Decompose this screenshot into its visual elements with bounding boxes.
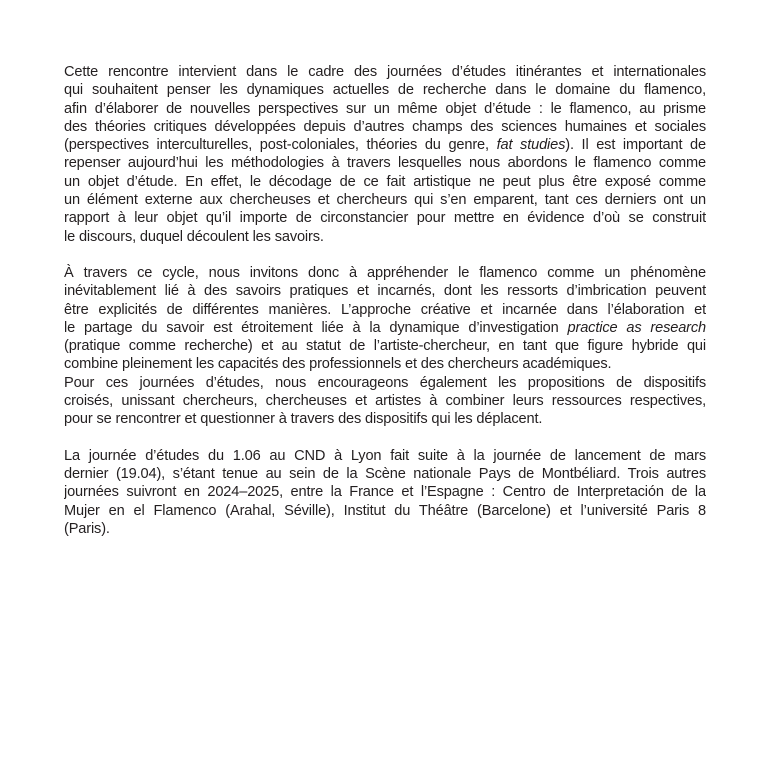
- paragraph: [64, 63, 706, 246]
- text-segment: croisés, unissant chercheurs, chercheuses et artistes à combiner leurs ressources respectives,: [64, 393, 706, 410]
- text-segment: rapport à leur objet qu’il importe de circonstancier pour mettre en évidence d’où se construit: [64, 210, 706, 227]
- body-text: [64, 63, 706, 538]
- text-segment: être explicités de différentes manières. L’approche créative et incarnée dans l’élaboration et: [64, 301, 706, 318]
- text-segment: un objet d’étude. En effet, le décodage de ce fait artistique ne peut plus être exposé comme: [64, 173, 706, 190]
- text-line: [64, 191, 706, 209]
- paragraph: [64, 264, 706, 429]
- text-segment: Cette rencontre intervient dans le cadre des journées d’études itinérantes et internationales: [64, 64, 706, 80]
- text-line: [64, 282, 706, 300]
- text-line: [64, 118, 706, 136]
- text-segment: À travers ce cycle, nous invitons donc à appréhender le flamenco comme un phénomène: [64, 264, 706, 281]
- text-line: [64, 136, 706, 154]
- paragraph: [64, 447, 706, 538]
- text-segment: (Paris).: [64, 520, 110, 537]
- text-line: [64, 520, 706, 538]
- text-line: [64, 355, 706, 373]
- text-line: [64, 410, 706, 428]
- text-segment: dernier (19.04), s’étant tenue au sein de la Scène nationale Pays de Montbéliard. Trois autres: [64, 465, 706, 482]
- text-line: [64, 209, 706, 227]
- text-segment: qui souhaitent penser les dynamiques actuelles de recherche dans le domaine du flamenco,: [64, 82, 706, 99]
- text-line: [64, 337, 706, 355]
- text-line: [64, 154, 706, 172]
- text-line: [64, 465, 706, 483]
- text-line: [64, 100, 706, 118]
- text-segment: le discours, duquel découlent les savoirs.: [64, 228, 324, 245]
- text-line: [64, 483, 706, 501]
- text-line: [64, 374, 706, 392]
- italic-text: fat studies: [496, 137, 566, 154]
- text-segment: afin d’élaborer de nouvelles perspectives sur un même objet d’étude : le flamenco, au prisme: [64, 100, 706, 117]
- text-line: [64, 173, 706, 191]
- text-segment: des théories critiques développées depuis d’autres champs des sciences humaines et sociales: [64, 118, 706, 135]
- italic-text: practice as research: [567, 319, 706, 336]
- text-line: [64, 447, 706, 465]
- text-segment: La journée d’études du 1.06 au CND à Lyon fait suite à la journée de lancement de mars: [64, 447, 706, 464]
- paragraph-gap: [64, 429, 706, 447]
- text-segment: ). Il est important de: [565, 137, 706, 154]
- text-line: [64, 81, 706, 99]
- text-segment: un élément externe aux chercheuses et chercheurs qui s’en emparent, tant ces derniers ont un: [64, 192, 706, 209]
- text-line: [64, 264, 706, 282]
- text-line: [64, 63, 706, 81]
- text-line: [64, 392, 706, 410]
- text-line: [64, 502, 706, 520]
- text-segment: combine pleinement les capacités des professionnels et des chercheurs académiques.: [64, 356, 612, 373]
- text-line: [64, 319, 706, 337]
- text-segment: (pratique comme recherche) et au statut de l’artiste-chercheur, en tant que figure hybride qui: [64, 338, 706, 355]
- text-segment: le partage du savoir est étroitement liée à la dynamique d’investigation: [64, 319, 568, 336]
- text-line: [64, 228, 706, 246]
- paragraph-gap: [64, 246, 706, 264]
- text-line: [64, 301, 706, 319]
- text-segment: inévitablement lié à des savoirs pratiques et incarnés, dont les ressorts d’imbrication peuvent: [64, 283, 706, 300]
- text-segment: Pour ces journées d’études, nous encourageons également les propositions de dispositifs: [64, 374, 706, 391]
- text-segment: repenser aujourd’hui les méthodologies à travers lesquelles nous abordons le flamenco comme: [64, 155, 706, 172]
- text-segment: journées suivront en 2024–2025, entre la France et l’Espagne : Centro de Interpretación de la: [64, 484, 706, 501]
- text-segment: Mujer en el Flamenco (Arahal, Séville), Institut du Théâtre (Barcelone) et l’université Paris 8: [64, 502, 706, 519]
- text-segment: pour se rencontrer et questionner à travers des dispositifs qui les déplacent.: [64, 411, 543, 428]
- text-segment: (perspectives interculturelles, post-coloniales, théories du genre,: [64, 137, 497, 154]
